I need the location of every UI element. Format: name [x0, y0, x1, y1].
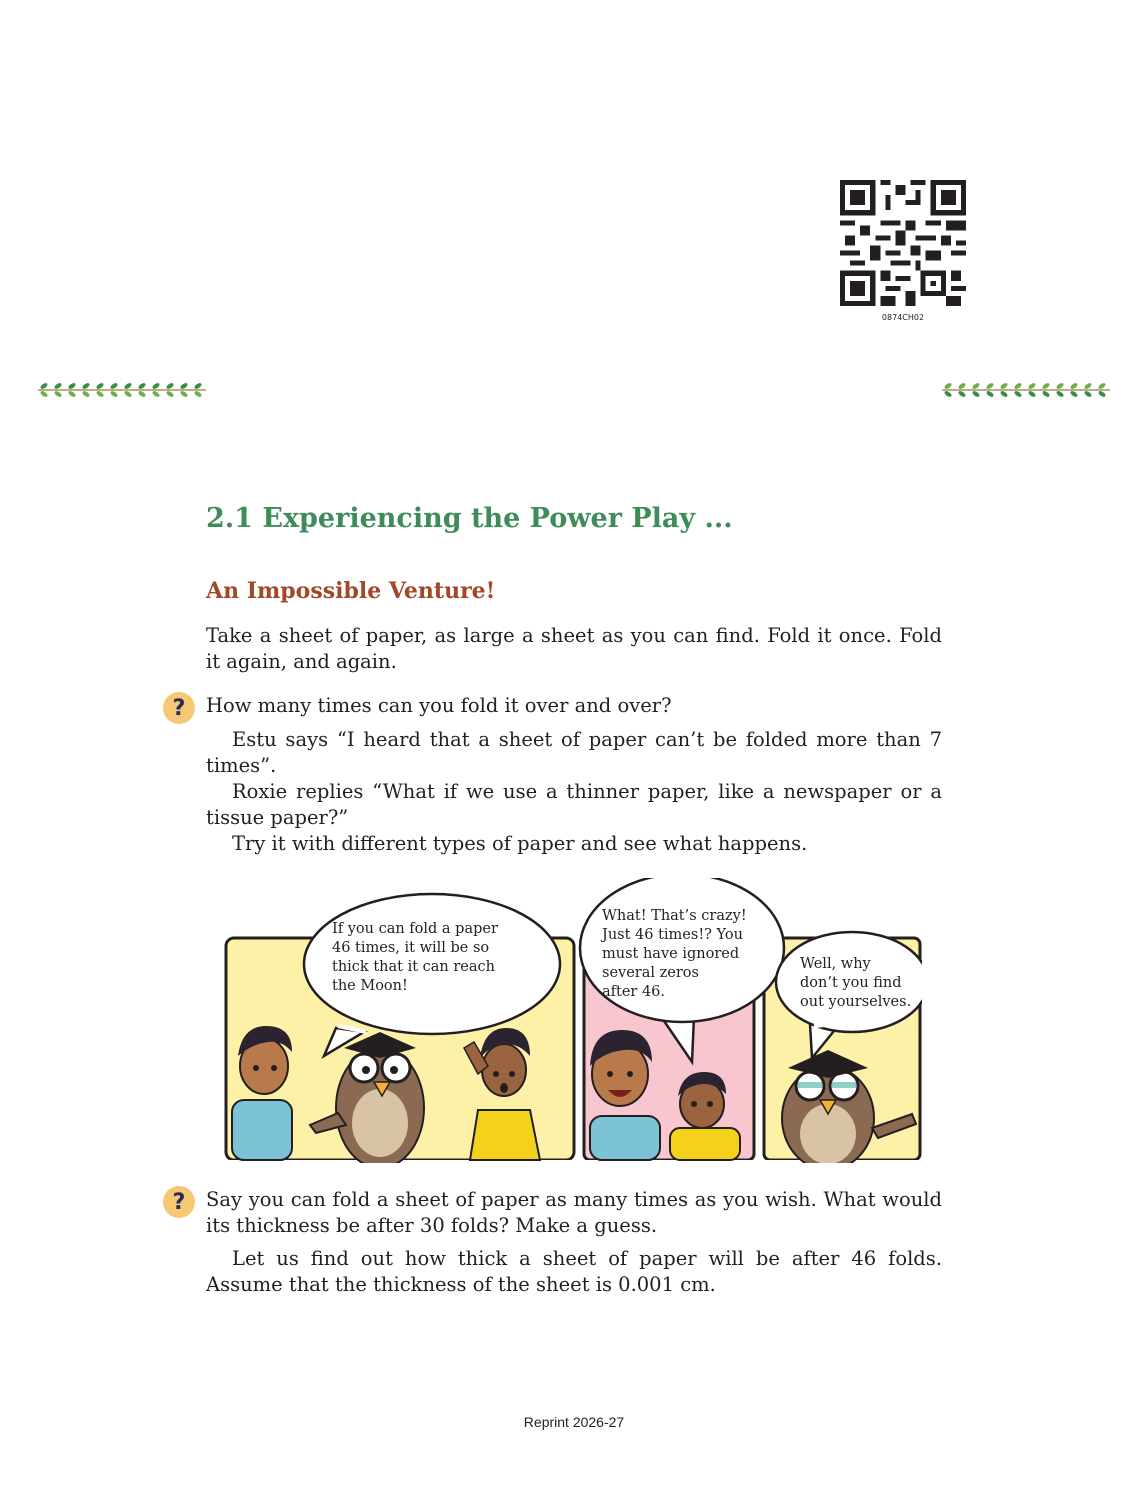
question-mark-glyph: ? — [172, 695, 186, 721]
reprint-footer: Reprint 2026-27 — [523, 1414, 625, 1430]
bubble-line: must have ignored — [602, 946, 740, 962]
paragraph-estu: Estu says “I heard that a sheet of paper can’t be folded more than 7 times”. — [206, 728, 942, 777]
bubble-line: several zeros — [602, 965, 699, 981]
bubble-line: the Moon! — [332, 978, 408, 994]
question-fold-count: How many times can you fold it over and over? — [206, 694, 672, 717]
question-thickness-guess: Say you can fold a sheet of paper as many times as you wish. What would its thickness be after 30 folds? Make a guess. — [206, 1188, 942, 1237]
question-mark-icon — [163, 1186, 195, 1218]
subsection-heading: An Impossible Venture! — [206, 578, 496, 604]
paragraph-roxie: Roxie replies “What if we use a thinner paper, like a newspaper or a tissue paper?” — [206, 780, 942, 829]
bubble-line: thick that it can reach — [332, 959, 495, 975]
leaf-vine-icon — [36, 380, 208, 400]
section-heading: 2.1 Experiencing the Power Play ... — [206, 503, 733, 534]
bubble-line: 46 times, it will be so — [332, 940, 490, 956]
bubble-line: Just 46 times!? You — [602, 927, 743, 943]
bubble-line: out yourselves. — [800, 994, 912, 1010]
comic-strip — [222, 878, 922, 1163]
bubble-line: after 46. — [602, 984, 666, 1000]
qr-code-label: 0874CH02 — [881, 313, 925, 322]
question-mark-icon — [163, 692, 195, 724]
paragraph-intro: Take a sheet of paper, as large a sheet as you can find. Fold it once. Fold it again, and again. — [206, 624, 942, 673]
leaf-vine-icon — [940, 380, 1112, 400]
paragraph-46-folds: Let us find out how thick a sheet of paper will be after 46 folds. Assume that the thickness of the sheet is 0.001 cm. — [206, 1247, 942, 1296]
question-mark-glyph: ? — [172, 1189, 186, 1215]
bubble-line: Well, why — [800, 956, 871, 972]
bubble-line: If you can fold a paper — [332, 921, 498, 937]
qr-code-icon — [840, 180, 966, 306]
bubble-line: What! That’s crazy! — [602, 908, 747, 924]
paragraph-try: Try it with different types of paper and see what happens. — [232, 832, 808, 855]
bubble-line: don’t you find — [800, 975, 902, 991]
